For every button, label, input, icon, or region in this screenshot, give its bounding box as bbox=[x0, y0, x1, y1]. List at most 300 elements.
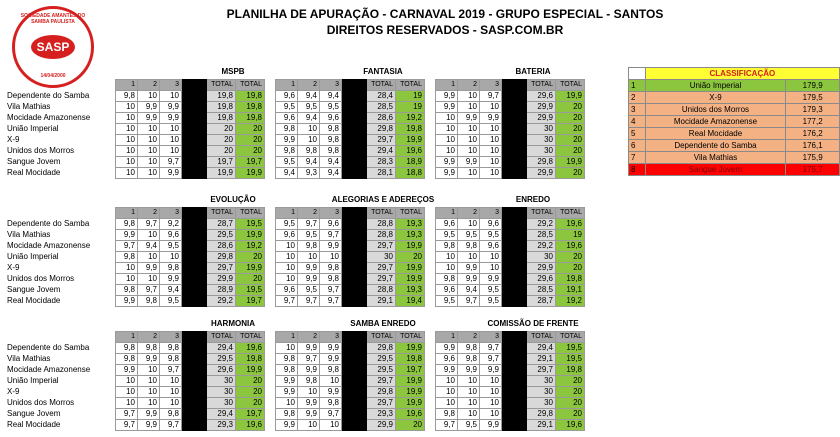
separator bbox=[342, 208, 367, 219]
judge-header: 2 bbox=[298, 208, 320, 219]
separator bbox=[182, 252, 207, 263]
separator bbox=[502, 296, 527, 307]
separator bbox=[182, 332, 207, 343]
raw-total: 29,4 bbox=[527, 343, 556, 354]
school-name: Vila Mathias bbox=[7, 354, 51, 363]
separator bbox=[502, 91, 527, 102]
classification-school: União Imperial bbox=[645, 80, 786, 92]
judge-score: 9,8 bbox=[458, 343, 480, 354]
judge-score: 9,5 bbox=[298, 285, 320, 296]
raw-total: 29,5 bbox=[367, 354, 396, 365]
final-total: 19,9 bbox=[396, 263, 425, 274]
separator bbox=[342, 157, 367, 168]
judge-score: 9,8 bbox=[116, 285, 138, 296]
classification-row bbox=[629, 116, 840, 128]
total-header: TOTAL bbox=[367, 208, 396, 219]
separator bbox=[342, 343, 367, 354]
judge-score: 10 bbox=[480, 135, 502, 146]
separator bbox=[342, 230, 367, 241]
classification-school: Dependente do Samba bbox=[645, 140, 786, 152]
final-total: 20 bbox=[396, 420, 425, 431]
school-name: Mocidade Amazonense bbox=[7, 241, 91, 250]
classification-position: 8 bbox=[629, 164, 646, 176]
judge-score: 10 bbox=[458, 409, 480, 420]
raw-total: 28,7 bbox=[207, 219, 236, 230]
judge-score: 9,9 bbox=[436, 102, 458, 113]
raw-total: 29,1 bbox=[527, 354, 556, 365]
final-total: 19,7 bbox=[236, 157, 265, 168]
judge-score: 9,7 bbox=[276, 296, 298, 307]
judge-score: 9,9 bbox=[276, 387, 298, 398]
judge-score: 10 bbox=[458, 168, 480, 179]
final-total: 19,4 bbox=[396, 296, 425, 307]
judge-score: 10 bbox=[458, 91, 480, 102]
school-name: Vila Mathias bbox=[7, 230, 51, 239]
raw-total: 28,3 bbox=[367, 157, 396, 168]
total-header: TOTAL bbox=[396, 332, 425, 343]
school-name: Unidos dos Morros bbox=[7, 274, 75, 283]
separator bbox=[182, 157, 207, 168]
judge-score: 9,9 bbox=[298, 263, 320, 274]
judge-score: 9,7 bbox=[320, 285, 342, 296]
table-row bbox=[7, 124, 585, 135]
final-total: 19,8 bbox=[396, 124, 425, 135]
final-total: 19,7 bbox=[236, 409, 265, 420]
final-total: 18,8 bbox=[396, 168, 425, 179]
final-total: 20 bbox=[556, 135, 585, 146]
separator bbox=[342, 168, 367, 179]
classification-position: 7 bbox=[629, 152, 646, 164]
separator bbox=[182, 102, 207, 113]
final-total: 19,5 bbox=[236, 285, 265, 296]
gap bbox=[425, 263, 436, 274]
judge-score: 9,9 bbox=[298, 343, 320, 354]
total-header: TOTAL bbox=[236, 332, 265, 343]
final-total: 19,3 bbox=[396, 285, 425, 296]
judge-header: 3 bbox=[480, 332, 502, 343]
classification-position: 6 bbox=[629, 140, 646, 152]
judge-score: 10 bbox=[116, 263, 138, 274]
separator bbox=[342, 263, 367, 274]
separator bbox=[502, 263, 527, 274]
separator bbox=[342, 420, 367, 431]
raw-total: 29,6 bbox=[527, 274, 556, 285]
judge-score: 9,5 bbox=[298, 230, 320, 241]
table-row bbox=[7, 398, 585, 409]
gap bbox=[265, 296, 276, 307]
raw-total: 29,8 bbox=[527, 409, 556, 420]
judge-score: 10 bbox=[138, 168, 160, 179]
gap bbox=[265, 157, 276, 168]
judge-score: 10 bbox=[116, 398, 138, 409]
judge-score: 10 bbox=[138, 146, 160, 157]
judge-score: 9,8 bbox=[436, 409, 458, 420]
judge-score: 9,6 bbox=[480, 241, 502, 252]
judge-header: 1 bbox=[276, 332, 298, 343]
judge-score: 10 bbox=[160, 135, 182, 146]
separator bbox=[342, 285, 367, 296]
total-header: TOTAL bbox=[367, 80, 396, 91]
separator bbox=[182, 420, 207, 431]
separator bbox=[182, 80, 207, 91]
page-subtitle: DIREITOS RESERVADOS - SASP.COM.BR bbox=[326, 23, 564, 37]
judge-score: 10 bbox=[276, 252, 298, 263]
judge-score: 10 bbox=[298, 420, 320, 431]
raw-total: 29,7 bbox=[367, 135, 396, 146]
judge-header: 3 bbox=[320, 332, 342, 343]
judge-score: 9,8 bbox=[276, 354, 298, 365]
final-total: 19,2 bbox=[236, 241, 265, 252]
judge-header: 1 bbox=[436, 208, 458, 219]
raw-total: 29,1 bbox=[367, 296, 396, 307]
judge-score: 9,8 bbox=[436, 241, 458, 252]
raw-total: 29,1 bbox=[527, 420, 556, 431]
final-total: 19,9 bbox=[396, 274, 425, 285]
separator bbox=[342, 241, 367, 252]
final-total: 19,2 bbox=[556, 296, 585, 307]
raw-total: 30 bbox=[367, 252, 396, 263]
total-header: TOTAL bbox=[207, 208, 236, 219]
judge-score: 9,9 bbox=[436, 365, 458, 376]
judge-score: 10 bbox=[116, 376, 138, 387]
final-total: 19,8 bbox=[556, 274, 585, 285]
judge-score: 9,8 bbox=[320, 263, 342, 274]
judge-score: 9,7 bbox=[116, 409, 138, 420]
raw-total: 29,7 bbox=[207, 263, 236, 274]
judge-score: 9,9 bbox=[320, 343, 342, 354]
judge-score: 9,8 bbox=[160, 263, 182, 274]
separator bbox=[502, 332, 527, 343]
school-name: Sangue Jovem bbox=[7, 285, 61, 294]
final-total: 19,8 bbox=[236, 354, 265, 365]
final-total: 19,1 bbox=[556, 285, 585, 296]
gap bbox=[425, 135, 436, 146]
table-row bbox=[7, 252, 585, 263]
school-name: X-9 bbox=[7, 387, 20, 396]
judge-header: 1 bbox=[116, 332, 138, 343]
separator bbox=[502, 113, 527, 124]
gap bbox=[265, 135, 276, 146]
judge-score: 9,5 bbox=[436, 230, 458, 241]
gap bbox=[425, 376, 436, 387]
classification-position: 2 bbox=[629, 92, 646, 104]
final-total: 19,6 bbox=[236, 343, 265, 354]
total-header: TOTAL bbox=[367, 332, 396, 343]
judge-header: 2 bbox=[458, 332, 480, 343]
raw-total: 29,2 bbox=[527, 219, 556, 230]
judge-header: 2 bbox=[138, 208, 160, 219]
judge-score: 9,7 bbox=[138, 285, 160, 296]
raw-total: 28,6 bbox=[367, 113, 396, 124]
judge-score: 10 bbox=[138, 230, 160, 241]
school-name: União Imperial bbox=[7, 252, 59, 261]
judge-score: 9,9 bbox=[138, 102, 160, 113]
judge-score: 9,9 bbox=[320, 387, 342, 398]
table-row bbox=[7, 102, 585, 113]
final-total: 20 bbox=[556, 376, 585, 387]
scores-table bbox=[7, 79, 585, 179]
classification-points: 176,2 bbox=[786, 128, 840, 140]
raw-total: 29,8 bbox=[527, 157, 556, 168]
raw-total: 29,6 bbox=[207, 365, 236, 376]
judge-score: 9,8 bbox=[320, 398, 342, 409]
total-header: TOTAL bbox=[556, 332, 585, 343]
separator bbox=[342, 80, 367, 91]
separator bbox=[342, 219, 367, 230]
separator bbox=[182, 168, 207, 179]
judge-score: 10 bbox=[138, 387, 160, 398]
raw-total: 29,3 bbox=[207, 420, 236, 431]
classification-school: Unidos dos Morros bbox=[645, 104, 786, 116]
final-total: 19,9 bbox=[396, 241, 425, 252]
criterion-title: EVOLUÇÃO bbox=[210, 195, 256, 204]
raw-total: 30 bbox=[527, 376, 556, 387]
judge-score: 9,9 bbox=[480, 113, 502, 124]
raw-total: 29,4 bbox=[207, 343, 236, 354]
judge-score: 9,7 bbox=[298, 296, 320, 307]
classification-row bbox=[629, 128, 840, 140]
judge-score: 10 bbox=[436, 252, 458, 263]
final-total: 19,9 bbox=[396, 376, 425, 387]
judge-score: 9,9 bbox=[276, 135, 298, 146]
judge-score: 9,9 bbox=[436, 168, 458, 179]
judge-score: 9,9 bbox=[480, 420, 502, 431]
total-header: TOTAL bbox=[396, 208, 425, 219]
judge-score: 9,8 bbox=[160, 409, 182, 420]
school-name: X-9 bbox=[7, 135, 20, 144]
scores-table bbox=[7, 207, 585, 307]
judge-score: 9,4 bbox=[298, 113, 320, 124]
judge-score: 9,7 bbox=[116, 241, 138, 252]
judge-score: 9,4 bbox=[276, 168, 298, 179]
judge-header: 2 bbox=[298, 80, 320, 91]
judge-header: 3 bbox=[160, 208, 182, 219]
final-total: 19,6 bbox=[556, 420, 585, 431]
separator bbox=[502, 252, 527, 263]
separator bbox=[342, 124, 367, 135]
gap bbox=[425, 208, 436, 219]
table-row bbox=[7, 354, 585, 365]
gap bbox=[265, 263, 276, 274]
judge-score: 9,9 bbox=[116, 365, 138, 376]
gap bbox=[425, 91, 436, 102]
judge-score: 10 bbox=[138, 376, 160, 387]
judge-score: 9,9 bbox=[138, 263, 160, 274]
logo-date: 14/04/2000 bbox=[40, 73, 66, 79]
scores-table bbox=[7, 331, 585, 431]
separator bbox=[502, 365, 527, 376]
judge-score: 9,6 bbox=[276, 113, 298, 124]
separator bbox=[342, 387, 367, 398]
judge-score: 10 bbox=[480, 398, 502, 409]
separator bbox=[342, 398, 367, 409]
gap bbox=[425, 113, 436, 124]
judge-score: 9,9 bbox=[320, 354, 342, 365]
judge-score: 9,4 bbox=[298, 91, 320, 102]
gap bbox=[265, 230, 276, 241]
raw-total: 30 bbox=[527, 387, 556, 398]
separator bbox=[502, 80, 527, 91]
final-total: 19,5 bbox=[556, 343, 585, 354]
final-total: 20 bbox=[396, 252, 425, 263]
final-total: 20 bbox=[236, 135, 265, 146]
judge-score: 9,4 bbox=[138, 241, 160, 252]
raw-total: 29,9 bbox=[527, 113, 556, 124]
table-row bbox=[7, 420, 585, 431]
judge-score: 9,9 bbox=[458, 263, 480, 274]
judge-score: 9,9 bbox=[480, 365, 502, 376]
separator bbox=[182, 354, 207, 365]
judge-score: 9,3 bbox=[298, 168, 320, 179]
judge-score: 10 bbox=[458, 398, 480, 409]
judge-score: 9,4 bbox=[320, 91, 342, 102]
judge-score: 9,7 bbox=[320, 409, 342, 420]
judge-score: 9,8 bbox=[116, 252, 138, 263]
final-total: 19,6 bbox=[396, 409, 425, 420]
final-total: 20 bbox=[236, 124, 265, 135]
classification-position: 5 bbox=[629, 128, 646, 140]
final-total: 20 bbox=[236, 252, 265, 263]
judge-score: 10 bbox=[298, 124, 320, 135]
total-header: TOTAL bbox=[236, 208, 265, 219]
separator bbox=[502, 285, 527, 296]
separator bbox=[182, 124, 207, 135]
judge-score: 9,8 bbox=[276, 365, 298, 376]
gap bbox=[265, 113, 276, 124]
table-row bbox=[7, 296, 585, 307]
final-total: 20 bbox=[556, 113, 585, 124]
judge-score: 10 bbox=[160, 124, 182, 135]
gap bbox=[425, 387, 436, 398]
separator bbox=[182, 376, 207, 387]
raw-total: 20 bbox=[207, 146, 236, 157]
classification-school: Real Mocidade bbox=[645, 128, 786, 140]
separator bbox=[502, 274, 527, 285]
gap bbox=[265, 354, 276, 365]
raw-total: 29,9 bbox=[207, 274, 236, 285]
judge-score: 10 bbox=[458, 135, 480, 146]
separator bbox=[182, 230, 207, 241]
judge-score: 9,9 bbox=[160, 274, 182, 285]
separator bbox=[502, 157, 527, 168]
judge-score: 10 bbox=[436, 135, 458, 146]
judge-score: 9,5 bbox=[160, 241, 182, 252]
separator bbox=[182, 113, 207, 124]
raw-total: 29,4 bbox=[207, 409, 236, 420]
judge-score: 10 bbox=[116, 102, 138, 113]
judge-score: 9,8 bbox=[276, 409, 298, 420]
judge-score: 10 bbox=[116, 157, 138, 168]
judge-score: 9,9 bbox=[298, 274, 320, 285]
gap bbox=[425, 124, 436, 135]
judge-header: 3 bbox=[480, 208, 502, 219]
school-name: Sangue Jovem bbox=[7, 157, 61, 166]
judge-score: 10 bbox=[436, 263, 458, 274]
judge-score: 9,9 bbox=[138, 420, 160, 431]
raw-total: 29,8 bbox=[367, 124, 396, 135]
school-name: Dependente do Samba bbox=[7, 91, 90, 100]
final-total: 20 bbox=[556, 146, 585, 157]
school-name: União Imperial bbox=[7, 376, 59, 385]
judge-header: 3 bbox=[480, 80, 502, 91]
final-total: 19,6 bbox=[236, 420, 265, 431]
raw-total: 19,7 bbox=[207, 157, 236, 168]
table-row bbox=[7, 376, 585, 387]
final-total: 19,8 bbox=[236, 102, 265, 113]
judge-score: 10 bbox=[116, 135, 138, 146]
judge-score: 10 bbox=[298, 252, 320, 263]
raw-total: 29,7 bbox=[367, 263, 396, 274]
criterion-title: COMISSÃO DE FRENTE bbox=[487, 319, 579, 328]
raw-total: 28,4 bbox=[367, 91, 396, 102]
judge-score: 10 bbox=[276, 241, 298, 252]
raw-total: 29,7 bbox=[367, 274, 396, 285]
raw-total: 30 bbox=[207, 387, 236, 398]
gap bbox=[265, 420, 276, 431]
classification-position: 1 bbox=[629, 80, 646, 92]
table-row bbox=[7, 409, 585, 420]
judge-score: 10 bbox=[298, 387, 320, 398]
judge-score: 9,6 bbox=[276, 91, 298, 102]
school-name: Dependente do Samba bbox=[7, 219, 90, 228]
table-row bbox=[7, 230, 585, 241]
raw-total: 29,4 bbox=[367, 146, 396, 157]
judge-score: 9,9 bbox=[458, 274, 480, 285]
gap bbox=[425, 409, 436, 420]
judge-score: 9,6 bbox=[320, 219, 342, 230]
gap bbox=[265, 208, 276, 219]
final-total: 20 bbox=[556, 409, 585, 420]
separator bbox=[342, 376, 367, 387]
separator bbox=[182, 387, 207, 398]
gap bbox=[265, 332, 276, 343]
final-total: 19,9 bbox=[236, 168, 265, 179]
judge-score: 9,8 bbox=[116, 343, 138, 354]
final-total: 20 bbox=[236, 274, 265, 285]
judge-score: 9,9 bbox=[320, 241, 342, 252]
judge-score: 10 bbox=[480, 376, 502, 387]
separator bbox=[182, 398, 207, 409]
gap bbox=[265, 274, 276, 285]
judge-score: 10 bbox=[138, 365, 160, 376]
judge-score: 9,7 bbox=[480, 343, 502, 354]
judge-score: 9,9 bbox=[458, 365, 480, 376]
final-total: 20 bbox=[556, 168, 585, 179]
final-total: 19,6 bbox=[396, 146, 425, 157]
header-spacer bbox=[7, 208, 116, 219]
separator bbox=[502, 343, 527, 354]
judge-score: 9,9 bbox=[160, 113, 182, 124]
criterion-title: ENREDO bbox=[515, 195, 551, 204]
total-header: TOTAL bbox=[527, 80, 556, 91]
judge-score: 9,8 bbox=[276, 146, 298, 157]
separator bbox=[182, 365, 207, 376]
judge-score: 9,5 bbox=[480, 296, 502, 307]
final-total: 19,8 bbox=[396, 354, 425, 365]
judge-header: 2 bbox=[138, 80, 160, 91]
judge-header: 2 bbox=[138, 332, 160, 343]
total-header: TOTAL bbox=[207, 332, 236, 343]
gap bbox=[425, 102, 436, 113]
judge-header: 3 bbox=[160, 80, 182, 91]
school-name: Unidos dos Morros bbox=[7, 398, 75, 407]
raw-total: 19,9 bbox=[207, 168, 236, 179]
final-total: 19,9 bbox=[556, 91, 585, 102]
separator bbox=[182, 263, 207, 274]
table-row bbox=[7, 387, 585, 398]
criterion-title: SAMBA ENREDO bbox=[350, 319, 416, 328]
sasp-logo bbox=[12, 6, 94, 88]
